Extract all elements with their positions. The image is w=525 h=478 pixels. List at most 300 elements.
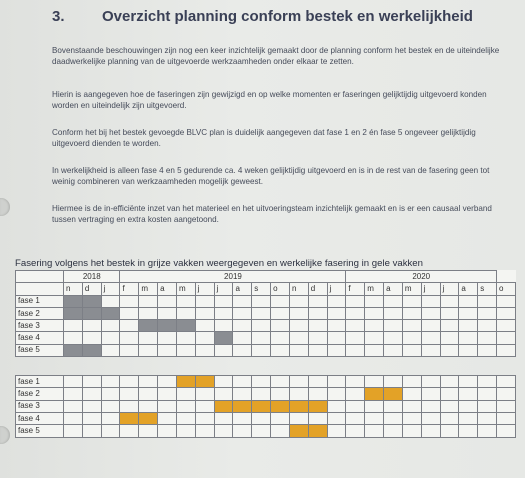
gantt-table-bestek [15,270,516,357]
empty-cell [139,332,158,344]
empty-cell [478,332,497,344]
gantt-table-werkelijk [15,375,516,437]
phase-row [16,332,516,344]
empty-cell [64,400,83,412]
empty-cell [158,400,177,412]
planned-cell [214,332,233,344]
empty-cell [214,376,233,388]
empty-cell [459,412,478,424]
empty-cell [440,295,459,307]
empty-cell [365,344,384,356]
empty-cell [327,376,346,388]
empty-cell [384,376,403,388]
empty-cell [195,307,214,319]
month-header: o [271,283,290,295]
empty-cell [308,376,327,388]
empty-cell [365,400,384,412]
actual-cell [120,412,139,424]
empty-cell [402,332,421,344]
phase-row [16,388,516,400]
empty-cell [421,400,440,412]
planned-cell [101,307,120,319]
gantt-title: Fasering volgens het bestek in grijze vakken weergegeven en werkelijke fasering in gele vakken [15,258,423,269]
empty-cell [101,400,120,412]
empty-cell [233,376,252,388]
phase-label: fase 3 [16,320,64,332]
empty-cell [440,412,459,424]
actual-cell [308,400,327,412]
empty-cell [327,344,346,356]
empty-cell [176,344,195,356]
planned-cell [82,295,101,307]
empty-cell [402,388,421,400]
empty-cell [289,388,308,400]
empty-cell [214,320,233,332]
empty-cell [289,307,308,319]
month-header: m [365,283,384,295]
month-header: a [384,283,403,295]
empty-cell [346,344,365,356]
paragraph-werkelijkheid: In werkelijkheid is alleen fase 4 en 5 gedurende ca. 4 weken gelijktijdig uitgevoerd en is in de rest van de fasering geen tot weinig combineren van werkzaamheden mogelijk geweest. [52,166,490,187]
empty-cell [120,425,139,437]
empty-cell [459,307,478,319]
empty-cell [271,295,290,307]
empty-cell [82,425,101,437]
empty-cell [327,332,346,344]
planned-cell [158,320,177,332]
phase-label: fase 4 [16,412,64,424]
empty-cell [365,412,384,424]
empty-cell [289,332,308,344]
paragraph-intro: Bovenstaande beschouwingen zijn nog een keer inzichtelijk gemaakt door de planning conform het bestek en de uiteindelijke daadwerkelijke planning van de uitgevoerde werkzaamheden onder elkaar te zetten. [52,46,500,67]
empty-cell [158,376,177,388]
empty-cell [421,344,440,356]
empty-cell [101,388,120,400]
empty-cell [384,320,403,332]
month-header: a [233,283,252,295]
empty-cell [64,332,83,344]
actual-cell [214,400,233,412]
empty-cell [158,425,177,437]
phase-row [16,412,516,424]
empty-cell [252,332,271,344]
paragraph-conclusie: Hiermee is de in-efficiënte inzet van het materieel en het uitvoeringsteam inzichtelijk gemaakt en is er een causaal verband tussen vertraging en extra kosten aangetoond. [52,204,492,225]
month-header: m [402,283,421,295]
empty-cell [82,400,101,412]
empty-cell [478,344,497,356]
empty-cell [497,344,516,356]
empty-cell [327,400,346,412]
empty-cell [402,320,421,332]
empty-cell [421,307,440,319]
empty-cell [176,295,195,307]
section-number: 3. [52,8,65,25]
phase-label: fase 1 [16,376,64,388]
empty-cell [478,295,497,307]
actual-cell [176,376,195,388]
empty-cell [459,295,478,307]
empty-cell [421,320,440,332]
month-header: m [139,283,158,295]
empty-cell [402,295,421,307]
empty-cell [421,332,440,344]
empty-cell [459,344,478,356]
empty-cell [289,295,308,307]
empty-cell [252,412,271,424]
actual-cell [271,400,290,412]
empty-cell [101,320,120,332]
empty-cell [346,425,365,437]
header-corner [16,271,64,283]
empty-cell [327,425,346,437]
empty-cell [459,388,478,400]
empty-cell [384,295,403,307]
empty-cell [252,344,271,356]
empty-cell [252,295,271,307]
phase-label: fase 5 [16,344,64,356]
empty-cell [365,320,384,332]
empty-cell [176,307,195,319]
empty-cell [101,425,120,437]
empty-cell [214,425,233,437]
empty-cell [158,307,177,319]
phase-label: fase 2 [16,307,64,319]
empty-cell [402,344,421,356]
empty-cell [101,344,120,356]
empty-cell [120,344,139,356]
empty-cell [365,307,384,319]
month-header: j [421,283,440,295]
planned-cell [64,344,83,356]
empty-cell [233,344,252,356]
paragraph-blvc: Conform het bij het bestek gevoegde BLVC plan is duidelijk aangegeven dat fase 1 en 2 én fase 5 ongeveer gelijktijdig uitgevoerd dienden te worden. [52,128,476,149]
empty-cell [120,320,139,332]
empty-cell [176,412,195,424]
empty-cell [233,425,252,437]
empty-cell [158,412,177,424]
empty-cell [384,332,403,344]
empty-cell [64,320,83,332]
empty-cell [139,400,158,412]
empty-cell [82,332,101,344]
empty-cell [327,307,346,319]
empty-cell [120,388,139,400]
empty-cell [440,388,459,400]
empty-cell [421,388,440,400]
empty-cell [233,388,252,400]
actual-cell [289,425,308,437]
empty-cell [365,332,384,344]
empty-cell [214,307,233,319]
empty-cell [64,388,83,400]
empty-cell [365,425,384,437]
month-header: j [214,283,233,295]
phase-label: fase 4 [16,332,64,344]
month-header: s [478,283,497,295]
month-header: j [101,283,120,295]
empty-cell [440,307,459,319]
empty-cell [497,307,516,319]
actual-cell [195,376,214,388]
phase-label: fase 2 [16,388,64,400]
empty-cell [478,388,497,400]
empty-cell [384,425,403,437]
empty-cell [271,388,290,400]
empty-cell [176,388,195,400]
empty-cell [82,376,101,388]
empty-cell [459,320,478,332]
empty-cell [402,400,421,412]
planned-cell [176,320,195,332]
empty-cell [158,332,177,344]
empty-cell [195,332,214,344]
empty-cell [139,376,158,388]
empty-cell [497,425,516,437]
empty-cell [252,376,271,388]
month-header: o [497,283,516,295]
empty-cell [271,425,290,437]
empty-cell [384,344,403,356]
empty-cell [82,412,101,424]
empty-cell [497,412,516,424]
empty-cell [497,320,516,332]
empty-cell [327,295,346,307]
phase-label: fase 3 [16,400,64,412]
empty-cell [139,295,158,307]
empty-cell [365,295,384,307]
empty-cell [497,388,516,400]
actual-cell [384,388,403,400]
empty-cell [176,425,195,437]
empty-cell [327,320,346,332]
empty-cell [478,307,497,319]
actual-cell [252,400,271,412]
empty-cell [82,320,101,332]
empty-cell [271,412,290,424]
empty-cell [271,344,290,356]
empty-cell [120,332,139,344]
empty-cell [346,320,365,332]
empty-cell [497,332,516,344]
empty-cell [421,376,440,388]
month-header: d [308,283,327,295]
planned-cell [64,307,83,319]
empty-cell [308,295,327,307]
empty-cell [497,376,516,388]
empty-cell [214,295,233,307]
empty-cell [459,376,478,388]
month-header: f [120,283,139,295]
phase-row [16,344,516,356]
empty-cell [120,295,139,307]
empty-cell [308,332,327,344]
empty-cell [478,412,497,424]
empty-cell [271,332,290,344]
month-header: a [158,283,177,295]
empty-cell [440,332,459,344]
empty-cell [308,307,327,319]
empty-cell [139,425,158,437]
empty-cell [101,295,120,307]
empty-cell [139,307,158,319]
empty-cell [101,332,120,344]
empty-cell [440,376,459,388]
empty-cell [402,376,421,388]
empty-cell [233,295,252,307]
empty-cell [384,400,403,412]
empty-cell [139,388,158,400]
empty-cell [346,400,365,412]
empty-cell [120,307,139,319]
empty-cell [384,307,403,319]
month-header: a [459,283,478,295]
empty-cell [195,425,214,437]
empty-cell [478,425,497,437]
section-heading [52,8,473,25]
phase-row [16,376,516,388]
empty-cell [214,388,233,400]
actual-cell [139,412,158,424]
paragraph-fasering: Hierin is aangegeven hoe de faseringen zijn gewijzigd en op welke momenten er faseringen gelijktijdig uitgevoerd konden worden en uiteindelijk zijn uitgevoerd. [52,90,487,111]
empty-cell [64,425,83,437]
actual-cell [308,425,327,437]
empty-cell [440,344,459,356]
empty-cell [346,388,365,400]
month-header: f [346,283,365,295]
empty-cell [158,344,177,356]
phase-row [16,307,516,319]
empty-cell [271,320,290,332]
empty-cell [120,400,139,412]
empty-cell [478,320,497,332]
empty-cell [308,412,327,424]
empty-cell [195,344,214,356]
empty-cell [176,400,195,412]
section-title: Overzicht planning conform bestek en werkelijkheid [102,8,473,25]
empty-cell [195,295,214,307]
empty-cell [308,388,327,400]
empty-cell [346,307,365,319]
month-header: n [289,283,308,295]
empty-cell [346,332,365,344]
empty-cell [139,344,158,356]
empty-cell [308,320,327,332]
empty-cell [289,376,308,388]
phase-row [16,400,516,412]
empty-cell [497,295,516,307]
empty-cell [64,412,83,424]
empty-cell [289,412,308,424]
empty-cell [252,388,271,400]
empty-cell [478,400,497,412]
phase-row [16,425,516,437]
month-header: m [176,283,195,295]
empty-cell [478,376,497,388]
empty-cell [308,344,327,356]
empty-cell [176,332,195,344]
empty-cell [402,307,421,319]
empty-cell [497,400,516,412]
month-header: j [440,283,459,295]
planned-cell [82,344,101,356]
empty-cell [402,425,421,437]
empty-cell [252,307,271,319]
year-header: 2020 [346,271,497,283]
phase-label: fase 5 [16,425,64,437]
empty-cell [233,332,252,344]
phase-row [16,295,516,307]
month-header: j [195,283,214,295]
empty-cell [421,425,440,437]
empty-cell [289,344,308,356]
empty-cell [440,425,459,437]
empty-cell [459,332,478,344]
empty-cell [101,412,120,424]
planned-cell [82,307,101,319]
empty-cell [120,376,139,388]
empty-cell [158,295,177,307]
phase-row [16,320,516,332]
actual-cell [289,400,308,412]
empty-cell [158,388,177,400]
empty-cell [440,320,459,332]
month-header: j [327,283,346,295]
month-header: s [252,283,271,295]
empty-cell [346,295,365,307]
month-header: n [64,283,83,295]
empty-cell [459,425,478,437]
empty-cell [195,388,214,400]
actual-cell [233,400,252,412]
empty-cell [346,412,365,424]
header-corner [16,283,64,295]
planning-gantt [15,258,516,438]
actual-cell [365,388,384,400]
empty-cell [289,320,308,332]
empty-cell [365,376,384,388]
year-header: 2018 [64,271,120,283]
empty-cell [82,388,101,400]
empty-cell [195,320,214,332]
empty-cell [271,376,290,388]
empty-cell [402,412,421,424]
year-header: 2019 [120,271,346,283]
empty-cell [440,400,459,412]
empty-cell [195,412,214,424]
empty-cell [101,376,120,388]
empty-cell [421,412,440,424]
empty-cell [327,388,346,400]
phase-label: fase 1 [16,295,64,307]
empty-cell [421,295,440,307]
planned-cell [139,320,158,332]
empty-cell [233,320,252,332]
empty-cell [271,307,290,319]
empty-cell [195,400,214,412]
planned-cell [64,295,83,307]
empty-cell [64,376,83,388]
empty-cell [214,344,233,356]
empty-cell [384,412,403,424]
month-header: d [82,283,101,295]
empty-cell [252,320,271,332]
empty-cell [459,400,478,412]
empty-cell [252,425,271,437]
empty-cell [233,412,252,424]
empty-cell [346,376,365,388]
empty-cell [327,412,346,424]
empty-cell [214,412,233,424]
